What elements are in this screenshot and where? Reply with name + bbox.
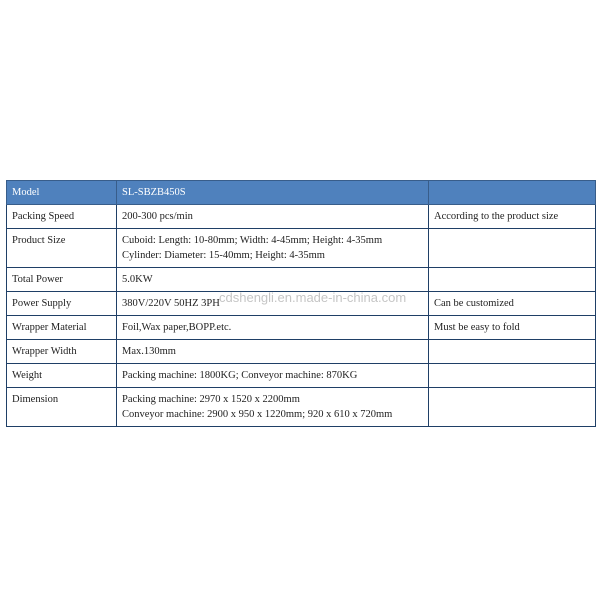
row-label: Weight (7, 364, 117, 388)
row-value (117, 364, 429, 388)
watermark: cdshengli.en.made-in-china.com (219, 290, 407, 305)
row-label: Packing Speed (7, 205, 117, 229)
header-value-cell: SL-SBZB450S (117, 181, 429, 205)
row-value-line: Cylinder: Diameter: 15-40mm; Height: 4-35mm (122, 250, 325, 261)
row-value-line: 380V/220V 50HZ 3PH (122, 298, 220, 309)
row-note (429, 388, 596, 427)
table-row (7, 388, 596, 427)
header-note-cell (429, 181, 596, 205)
table-row (7, 364, 596, 388)
row-value (117, 292, 429, 316)
spec-table (6, 180, 596, 427)
row-value (117, 316, 429, 340)
row-label: Wrapper Material (7, 316, 117, 340)
row-value-line: Foil,Wax paper,BOPP.etc. (122, 322, 232, 333)
row-value-line: 5.0KW (122, 274, 153, 285)
table-row (7, 268, 596, 292)
row-label: Total Power (7, 268, 117, 292)
table-row (7, 229, 596, 268)
row-value-line: Max.130mm (122, 346, 176, 357)
table-row (7, 292, 596, 316)
row-value-line: Cuboid: Length: 10-80mm; Width: 4-45mm; Height: 4-35mm (122, 235, 383, 246)
row-value-line: 200-300 pcs/min (122, 211, 193, 222)
header-label-cell: Model (7, 181, 117, 205)
row-note (429, 229, 596, 268)
row-note (429, 268, 596, 292)
row-label: Power Supply (7, 292, 117, 316)
row-value (117, 388, 429, 427)
row-note (429, 340, 596, 364)
row-value-line: Conveyor machine: 2900 x 950 x 1220mm; 920 x 610 x 720mm (122, 409, 393, 420)
row-note: Must be easy to fold (429, 316, 596, 340)
row-value (117, 268, 429, 292)
row-label: Wrapper Width (7, 340, 117, 364)
row-label: Product Size (7, 229, 117, 268)
row-value-line: Packing machine: 2970 x 1520 x 2200mm (122, 394, 300, 405)
table-row (7, 340, 596, 364)
row-value-line: Packing machine: 1800KG; Conveyor machine: 870KG (122, 370, 358, 381)
row-value (117, 229, 429, 268)
row-value (117, 340, 429, 364)
row-note (429, 364, 596, 388)
table-row (7, 316, 596, 340)
row-note: According to the product size (429, 205, 596, 229)
row-value (117, 205, 429, 229)
table-header-row (7, 181, 596, 205)
row-note: Can be customized (429, 292, 596, 316)
row-label: Dimension (7, 388, 117, 427)
table-row (7, 205, 596, 229)
